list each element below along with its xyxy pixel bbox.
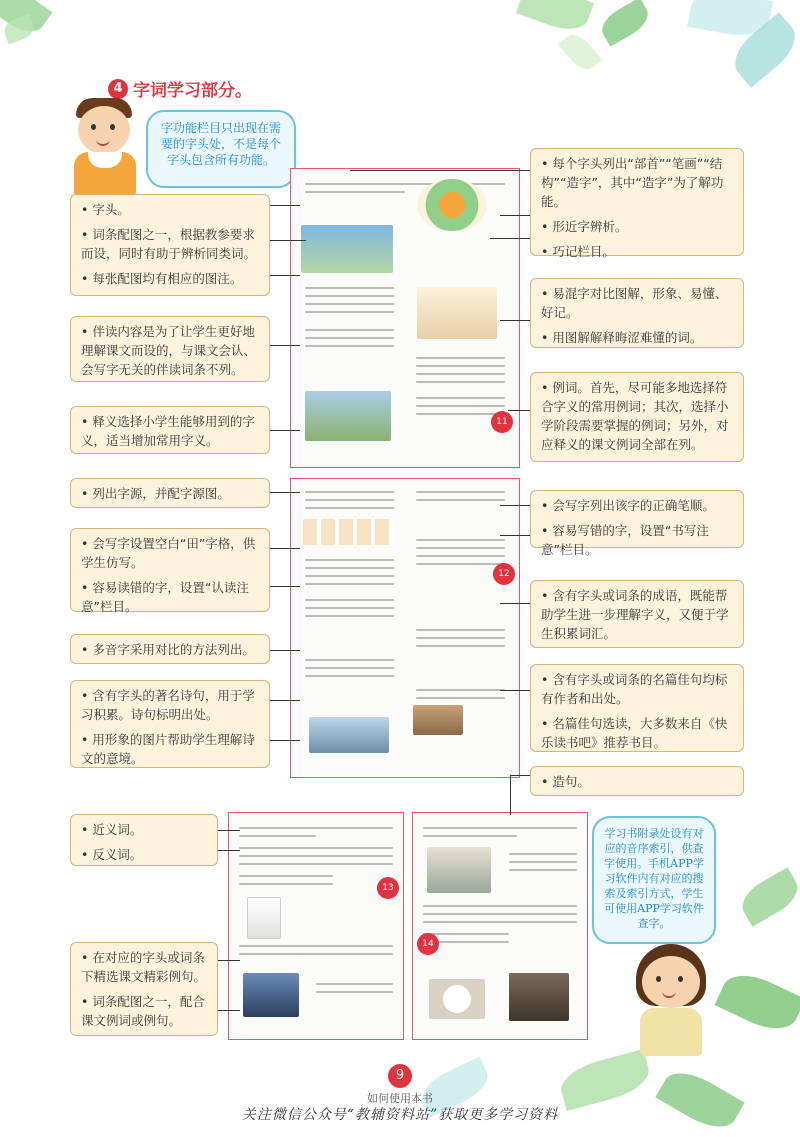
leader-line (490, 238, 530, 239)
callout-text: • 词条配图之一，配合课文例词或例句。 (81, 994, 205, 1028)
page-number: 9 (395, 1068, 405, 1083)
leader-line (500, 690, 530, 691)
page-thumbnail-1 (290, 168, 520, 468)
leader-line (270, 548, 300, 549)
callout-text: • 释义选择小学生能够用到的字义，适当增加常用字义。 (81, 414, 255, 448)
leader-line (218, 830, 240, 831)
callout-text: • 含有字头的著名诗句，用于学习积累。诗句标明出处。 (81, 688, 255, 722)
callout-idioms (530, 580, 744, 648)
callout-text: • 字头。 (81, 202, 130, 217)
leader-line (270, 345, 300, 346)
decorative-leaf (516, 0, 594, 37)
section-number: 4 (108, 79, 128, 99)
boy-illustration (66, 98, 144, 196)
callout-text: • 巧记栏目。 (541, 244, 615, 259)
callout-text: • 多音字采用对比的方法列出。 (81, 642, 255, 657)
leader-line (350, 170, 530, 171)
leader-line (218, 1010, 240, 1011)
callout-example-sentences (70, 942, 218, 1036)
leader-line (510, 775, 530, 776)
callout-radical-info (530, 148, 744, 259)
leader-line (270, 240, 306, 241)
callout-confusable-characters (530, 278, 744, 348)
callout-text: • 名篇佳句选读，大多数来自《快乐读书吧》推荐书目。 (541, 716, 728, 750)
decorative-leaf (736, 867, 800, 926)
page-badge: 12 (493, 563, 515, 585)
callout-text: • 在对应的字头或词条下精选课文精彩例句。 (81, 950, 207, 984)
tip-bubble-top (146, 110, 296, 188)
decorative-leaf (714, 965, 800, 1039)
callout-text: • 用形象的图片帮助学生理解诗文的意境。 (81, 732, 255, 766)
callout-text: • 伴读内容是为了让学生更好地理解课文而设的，与课文会认、会写字无关的伴读词条不列。 (81, 324, 257, 377)
callout-text: • 每个字头列出“部首”“笔画”“结构”“造字”，其中“造字”为了解功能。 (541, 156, 724, 209)
leader-line (270, 740, 300, 741)
section-title: 字词学习部分。 (133, 81, 252, 101)
callout-text: • 造句。 (541, 774, 590, 789)
callout-stroke-order (530, 490, 744, 557)
page-badge: 13 (377, 877, 399, 899)
page-thumbnail-2 (290, 478, 520, 778)
callout-text: • 词条配图之一，根据教参要求而设，同时有助于辨析同类词。 (81, 227, 257, 261)
leader-line (270, 275, 300, 276)
callout-text: • 易混字对比图解，形象、易懂、好记。 (541, 286, 728, 320)
callout-text: • 含有字头或词条的成语，既能帮助学生进一步理解字义，又便于学生积累词汇。 (541, 588, 729, 641)
tip-bubble-top-text: 字功能栏目只出现在需要的字头处，不是每个字头包含所有功能。 (160, 121, 281, 167)
leader-line (500, 215, 530, 216)
footer-caption: 如何使用本书 (367, 1092, 433, 1105)
leader-line (270, 586, 300, 587)
callout-text: • 用图解解释晦涩难懂的词。 (541, 330, 703, 345)
leader-line (510, 775, 511, 815)
leader-line (500, 535, 530, 536)
callout-text: • 会写字设置空白“田”字格，供学生仿写。 (81, 536, 256, 570)
callout-text: • 会写字列出该字的正确笔顺。 (541, 498, 715, 513)
girl-illustration (626, 944, 716, 1056)
leader-line (270, 700, 300, 701)
callout-polyphone (70, 634, 270, 664)
leader-line (500, 505, 530, 506)
page-number-circle (388, 1064, 412, 1088)
callout-text: • 容易读错的字，设置“认读注意”栏目。 (81, 580, 249, 614)
callout-text: • 容易写错的字，设置“书写注意”栏目。 (541, 523, 709, 557)
callout-text: • 每张配图均有相应的图注。 (81, 271, 243, 286)
leader-line (270, 492, 300, 493)
callout-text: • 近义词。 (81, 822, 143, 837)
callout-famous-quotes (530, 664, 744, 752)
callout-text: • 形近字辨析。 (541, 219, 628, 234)
leader-line (270, 430, 300, 431)
callout-definition (70, 406, 270, 454)
callout-text: • 列出字源，并配字源图。 (81, 486, 230, 501)
tip-bubble-right-text: 学习书附录处设有对应的音序索引，供查字使用。手机APP学习软件内有对应的搜索及索引方式，学生可使用APP学习软件查字。 (604, 827, 704, 930)
decorative-leaf (596, 0, 653, 47)
callout-character-origin (70, 478, 270, 508)
callout-synonyms (70, 814, 218, 866)
callout-example-words (530, 372, 744, 462)
footer-note: 关注微信公众号“教辅资料站”获取更多学习资料 (241, 1107, 559, 1123)
callout-writing-grid (70, 528, 270, 612)
leader-line (270, 205, 300, 206)
leader-line (270, 650, 300, 651)
page-badge: 14 (417, 933, 439, 955)
callout-text: • 反义词。 (81, 847, 143, 862)
callout-poetry (70, 680, 270, 768)
page-badge: 11 (491, 411, 513, 433)
leader-line (218, 960, 240, 961)
callout-headword (70, 194, 270, 296)
leader-line (500, 603, 530, 604)
callout-companion-reading (70, 316, 270, 382)
tip-bubble-right (592, 816, 716, 944)
callout-text: • 含有字头或词条的名篇佳句均标有作者和出处。 (541, 672, 728, 706)
decorative-leaf (558, 29, 602, 75)
callout-make-sentence (530, 766, 744, 796)
page-thumbnail-4 (412, 812, 588, 1040)
leader-line (508, 410, 530, 411)
leader-line (218, 850, 240, 851)
leader-line (500, 320, 530, 321)
page-thumbnail-3 (228, 812, 404, 1040)
callout-text: • 例词。首先，尽可能多地选择符合字义的常用例词；其次，选择小学阶段需要掌握的例词；另外，对应释义的课文例词全部在列。 (541, 380, 729, 452)
